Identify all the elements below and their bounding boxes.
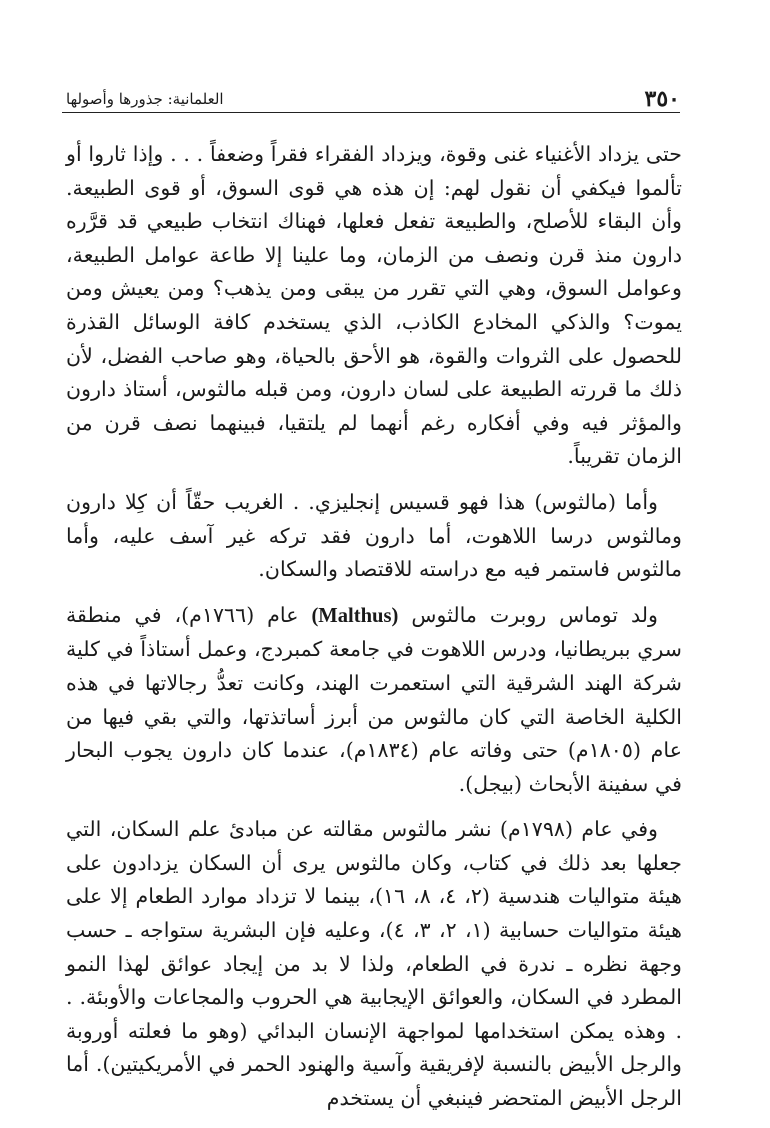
running-title: العلمانية: جذورها وأصولها xyxy=(62,88,224,110)
paragraph-1: حتى يزداد الأغنياء غنى وقوة، ويزداد الفقراء فقراً وضعفاً . . . وإذا ثاروا أو تألموا فيكفي أن نقول لهم: إن هذه هي قوى السوق، أو قوى الطبيعة. وأن البقاء للأصلح، والطبيعة تفعل فعلها، فهناك انتخاب طبيعي قد قرَّره دارون منذ قرن ونصف من الزمان، وما علينا إلا طاعة عوامل الطبيعة، وعوامل السوق، وهي التي تقرر من يبقى ومن يذهب؟ ومن يعيش ومن يموت؟ والذكي المخادع الكاذب، الذي يستخدم كافة الوسائل القذرة للحصول على الثروات والقوة، هو الأحق بالحياة، وهو صاحب الفضل، لأن ذلك ما قررته الطبيعة على لسان دارون، ومن قبله مالثوس، أستاذ دارون والمؤثر فيه وفي أفكاره رغم أنهما لم يلتقيا، فبينهما نصف قرن من الزمان تقريباً. xyxy=(66,142,683,469)
malthus-latin-name: (Malthus) xyxy=(311,604,399,627)
running-header xyxy=(62,86,680,113)
body-text xyxy=(66,138,682,1128)
paragraph-4: وفي عام (١٧٩٨م) نشر مالثوس مقالته عن مبادئ علم السكان، التي جعلها بعد ذلك في كتاب، وكان مالثوس يرى أن السكان يزدادون على هيئة متواليات هندسية (٢، ٤، ٨، ١٦)، بينما لا تزداد موارد الطعام إلا على هيئة متواليات حسابية (١، ٢، ٣، ٤)، وعليه فإن البشرية ستواجه ـ حسب وجهة نظره ـ ندرة في الطعام، ولذا لا بد من إيجاد عوائق لهذا النمو المطرد في السكان، والعوائق الإيجابية هي الحروب والمجاعات والأوبئة. . . وهذه يمكن استخدامها لمواجهة الإنسان البدائي (وهو ما فعلته أوروبة والرجل الأبيض بالنسبة لإفريقية وآسية والهنود الحمر في الأمريكيتين). أما الرجل الأبيض المتحضر فينبغي أن يستخدم xyxy=(66,817,683,1111)
paragraph-2: وأما (مالثوس) هذا فهو قسيس إنجليزي. . الغريب حقّاً أن كِلا دارون ومالثوس درسا اللاهوت، أما دارون فقد تركه غير آسف عليه، وأما مالثوس فاستمر فيه مع دراسته للاقتصاد والسكان. xyxy=(66,489,682,582)
paragraph-3-start: ولد توماس روبرت مالثوس xyxy=(411,602,658,627)
page-number: ٣٥٠ xyxy=(644,86,680,112)
paragraph-3-rest: عام (١٧٦٦م)، في منطقة سري ببريطانيا، ودرس اللاهوت في جامعة كمبردج، وعمل أستاذاً في كلية شركة الهند الشرقية التي استعمرت الهند، وكانت تعدُّ رجالاتها في هذه الكلية الخاصة التي كان مالثوس من أبرز أساتذتها، والتي بقي فيها من عام (١٨٠٥م) حتى وفاته عام (١٨٣٤م)، عندما كان دارون يجوب البحار في سفينة الأبحاث (بيجل). xyxy=(66,602,682,796)
paragraph-3 xyxy=(66,599,682,802)
